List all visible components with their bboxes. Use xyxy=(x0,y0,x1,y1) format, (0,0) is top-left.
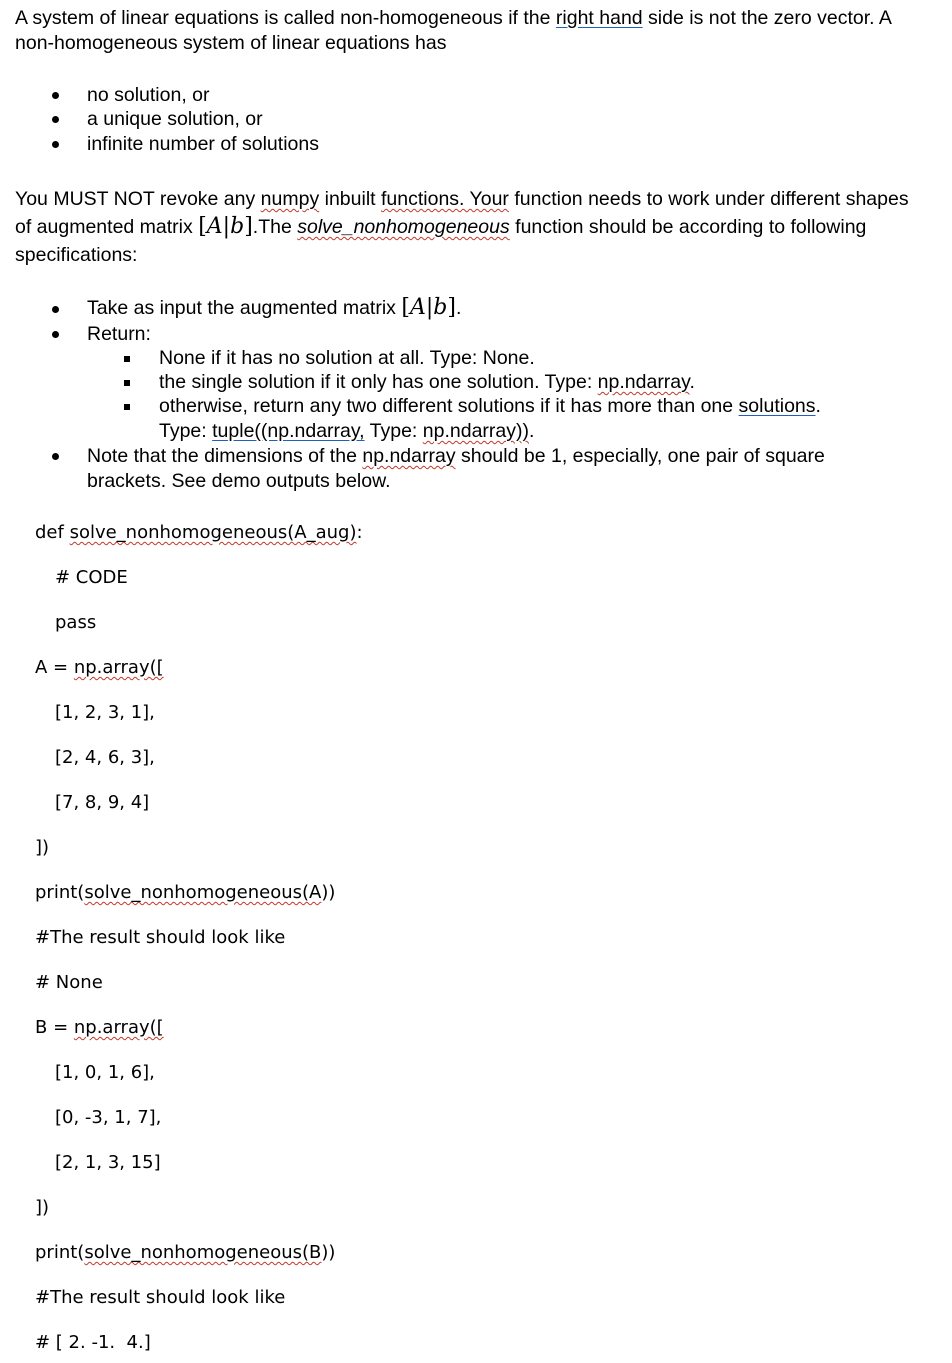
intro-text: A system of linear equations is called non-homogeneous if the xyxy=(15,7,556,29)
case-item: no solution, or xyxy=(87,84,210,106)
code-row: [2, 1, 3, 15] xyxy=(55,1152,161,1173)
right-hand-link: right hand xyxy=(555,7,643,29)
square-bullet-icon xyxy=(124,404,130,410)
return-type-line: Type: tuple((np.ndarray, Type: np.ndarray)). xyxy=(159,420,535,442)
code-comment: # CODE xyxy=(55,567,128,588)
rules-paragraph xyxy=(15,185,930,269)
rules-text: function needs to work under different shapes of augmented matrix xyxy=(15,188,909,238)
code-row: [7, 8, 9, 4] xyxy=(55,792,150,813)
code-pass: pass xyxy=(55,612,97,633)
code-row: [0, -3, 1, 7], xyxy=(55,1107,162,1128)
spec-return-label: Return: xyxy=(87,323,151,345)
return-item: the single solution if it only has one solution. Type: np.ndarray. xyxy=(159,371,695,393)
rules-text: function should be according to following specifications: xyxy=(15,216,867,266)
code-result-a: # None xyxy=(35,972,103,993)
case-item: a unique solution, or xyxy=(87,108,263,130)
intro-text-2: side is not the zero vector. A non-homogeneous system of linear equations has xyxy=(15,7,891,54)
code-print-b: print(solve_nonhomogeneous(B)) xyxy=(35,1242,336,1263)
code-close: ]) xyxy=(35,837,50,858)
bullet-icon xyxy=(52,141,59,148)
bullet-icon xyxy=(52,116,59,123)
bullet-icon xyxy=(52,331,59,338)
spec-note: Note that the dimensions of the np.ndarray should be 1, especially, one pair of square brackets. See demo outputs below. xyxy=(87,445,825,492)
functions-word: functions. Your xyxy=(381,188,509,210)
intro-paragraph xyxy=(15,6,930,55)
bullet-icon xyxy=(52,92,59,99)
augmented-matrix-math: [A|b] xyxy=(198,214,253,239)
rules-text: You MUST NOT revoke any xyxy=(15,188,261,210)
code-result-b: # [ 2. -1. 4.] xyxy=(35,1332,151,1353)
code-row: [2, 4, 6, 3], xyxy=(55,747,155,768)
augmented-matrix-math: [A|b] xyxy=(401,295,456,320)
return-item: None if it has no solution at all. Type: None. xyxy=(159,347,535,369)
code-result-comment: #The result should look like xyxy=(35,927,286,948)
rules-text: inbuilt xyxy=(319,188,381,210)
spec-input: Take as input the augmented matrix [A|b]. xyxy=(87,295,462,320)
rules-text: .The xyxy=(252,216,298,238)
bullet-icon xyxy=(52,306,59,313)
code-row: [1, 2, 3, 1], xyxy=(55,702,155,723)
code-matrix-b: B = np.array([ xyxy=(35,1017,164,1038)
numpy-word: numpy xyxy=(260,188,320,210)
code-def-line: def solve_nonhomogeneous(A_aug): xyxy=(35,522,363,543)
square-bullet-icon xyxy=(124,380,130,386)
square-bullet-icon xyxy=(124,356,130,362)
return-item: otherwise, return any two different solutions if it has more than one solutions. xyxy=(159,395,821,417)
function-name: solve_nonhomogeneous xyxy=(297,216,510,238)
code-result-comment: #The result should look like xyxy=(35,1287,286,1308)
code-row: [1, 0, 1, 6], xyxy=(55,1062,155,1083)
code-print-a: print(solve_nonhomogeneous(A)) xyxy=(35,882,336,903)
case-item: infinite number of solutions xyxy=(87,133,319,155)
code-matrix-a: A = np.array([ xyxy=(35,657,164,678)
bullet-icon xyxy=(52,453,59,460)
code-close: ]) xyxy=(35,1197,50,1218)
